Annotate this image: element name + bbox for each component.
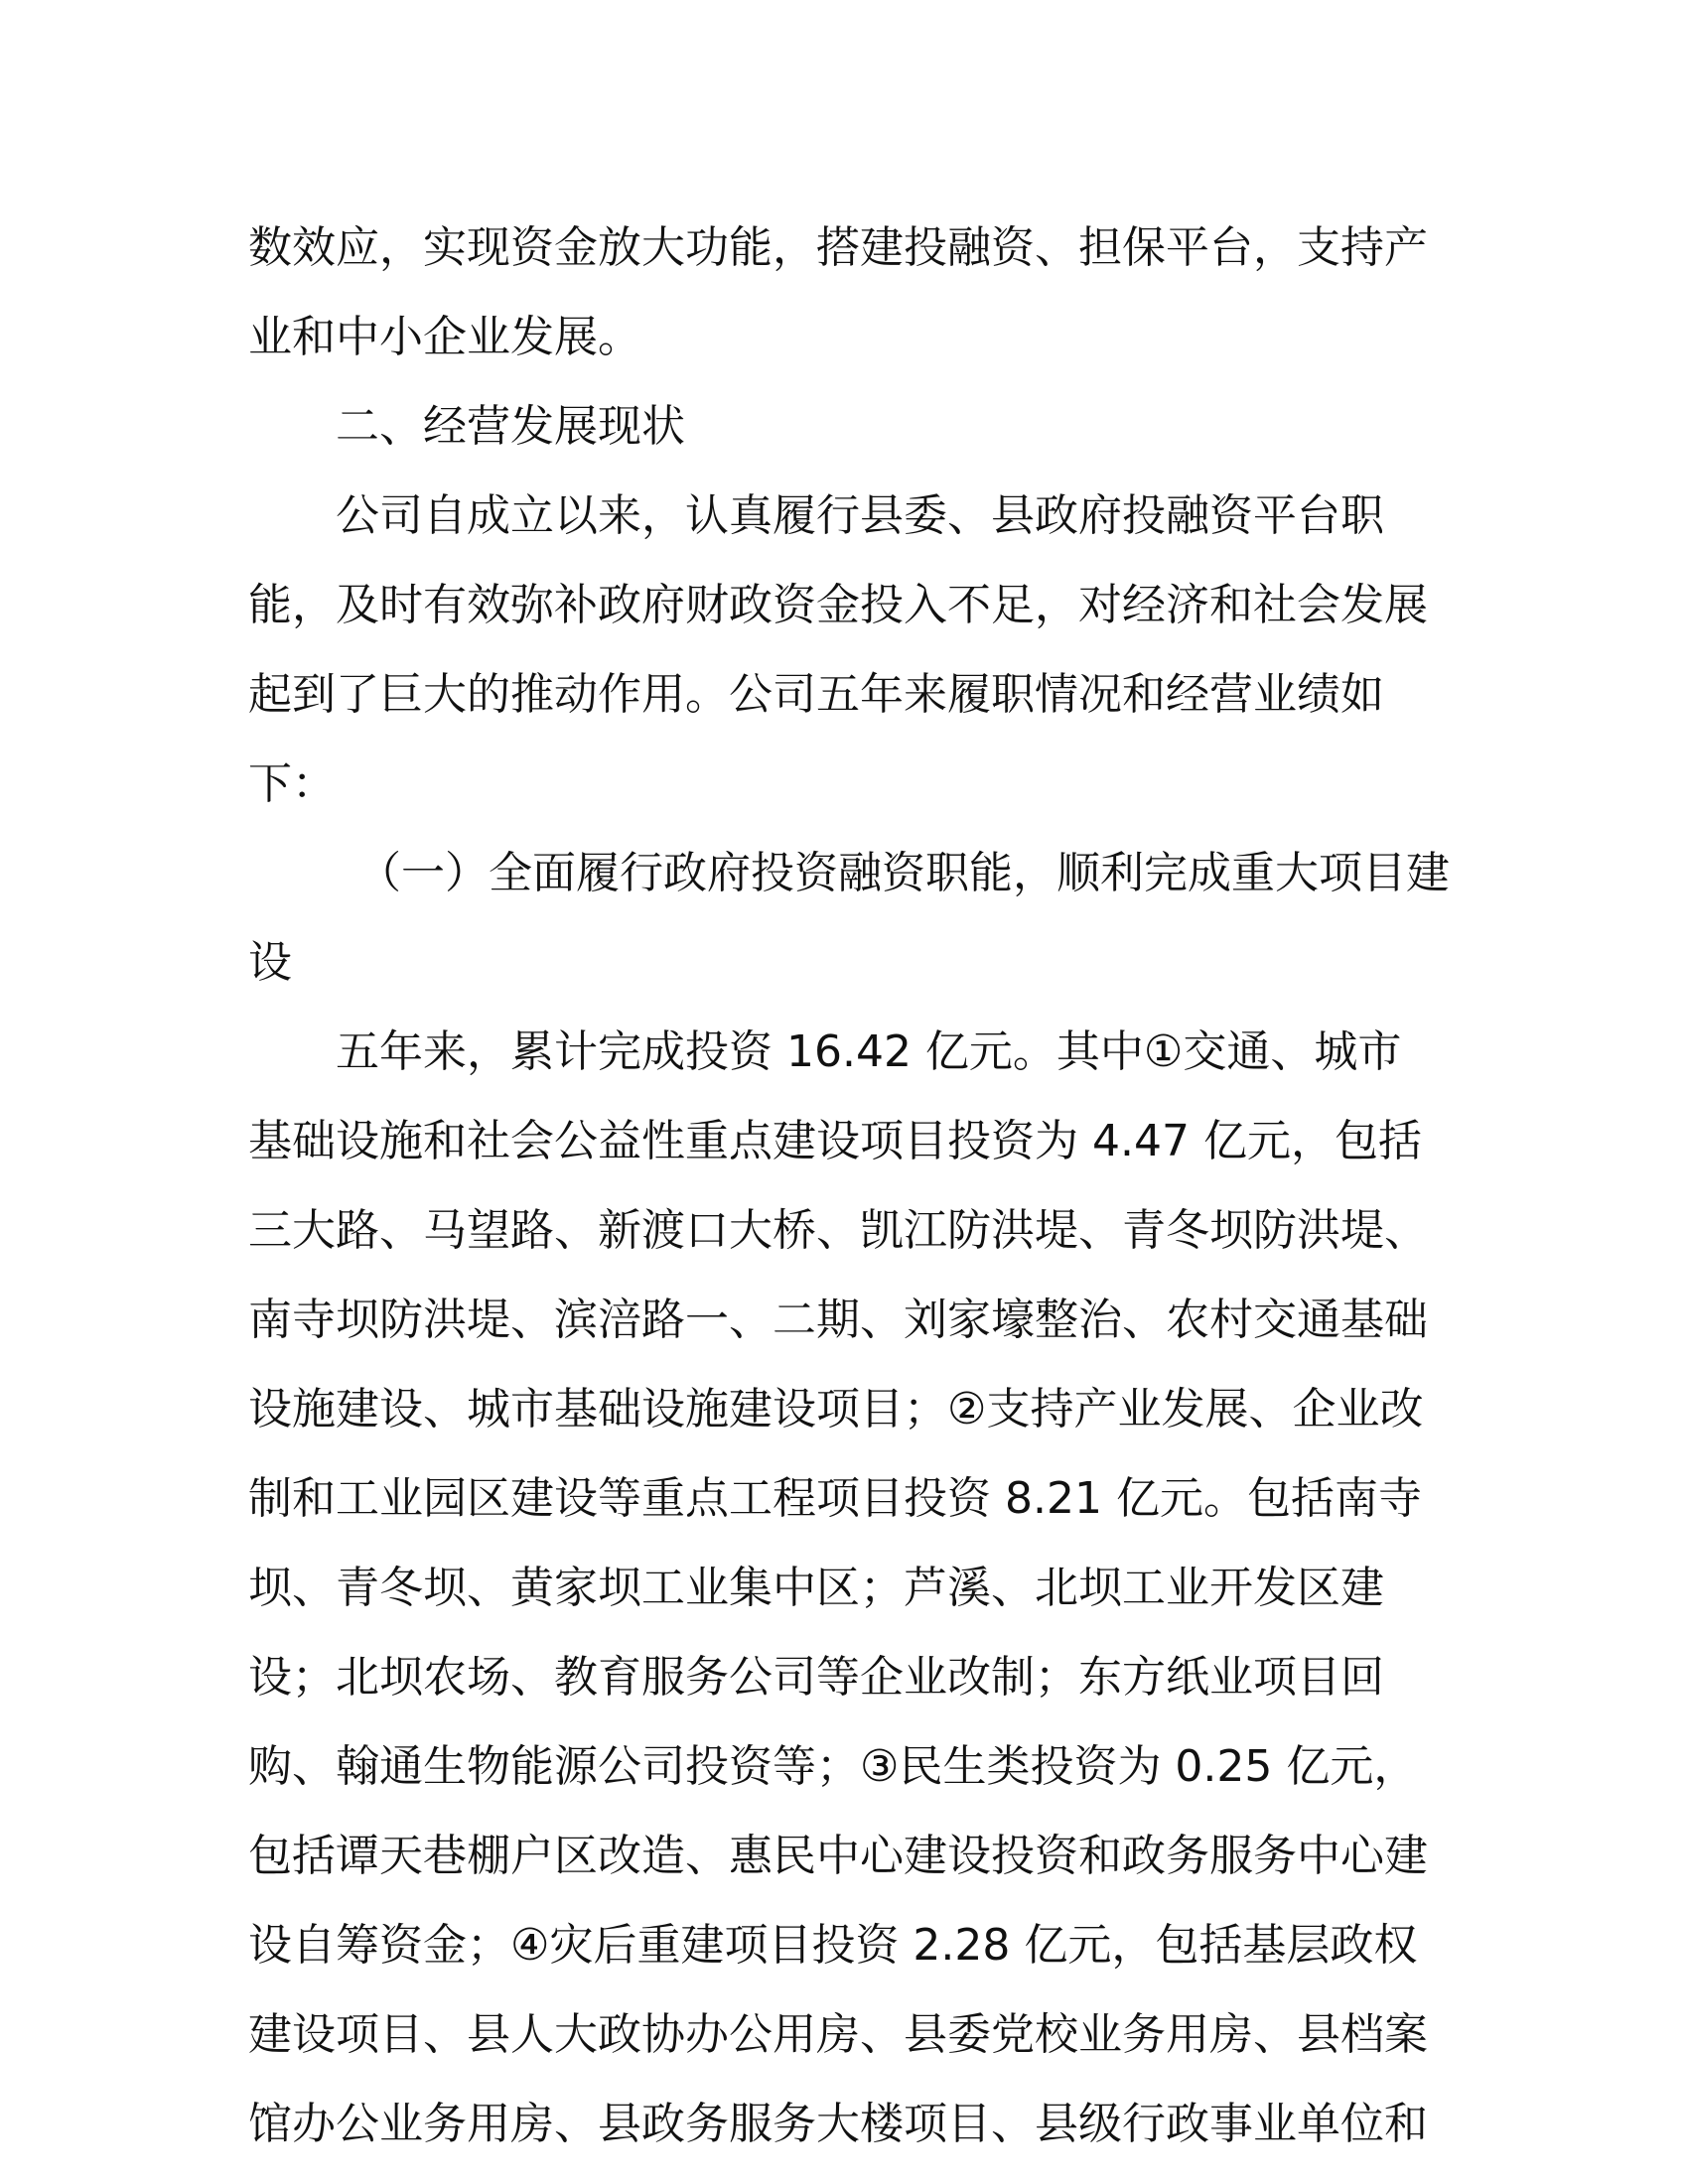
paragraph-line: 南寺坝防洪堤、滨涪路一、二期、刘家壕整治、农村交通基础 (248, 1295, 1428, 1345)
paragraph-line: 下： (248, 758, 336, 809)
paragraph-line: 公司自成立以来，认真履行县委、县政府投融资平台职 (336, 490, 1384, 541)
paragraph-line: 设施建设、城市基础设施建设项目；②支持产业发展、企业改 (248, 1384, 1424, 1434)
paragraph-line: 馆办公业务用房、县政务服务大楼项目、县级行政事业单位和 (248, 2099, 1428, 2149)
paragraph-line: 三大路、马望路、新渡口大桥、凯江防洪堤、青冬坝防洪堤、 (248, 1205, 1428, 1256)
document-body (248, 204, 1450, 2169)
paragraph-line: 数效应，实现资金放大功能，搭建投融资、担保平台，支持产 (248, 222, 1428, 273)
paragraph-line: 设；北坝农场、教育服务公司等企业改制；东方纸业项目回 (248, 1652, 1384, 1703)
paragraph-line: 五年来，累计完成投资 16.42 亿元。其中①交通、城市 (336, 1026, 1402, 1077)
paragraph-line: 基础设施和社会公益性重点建设项目投资为 4.47 亿元，包括 (248, 1116, 1422, 1166)
paragraph-line: 购、翰通生物能源公司投资等；③民生类投资为 0.25 亿元， (248, 1741, 1418, 1792)
subsection-heading: （一）全面履行政府投资融资职能，顺利完成重大项目建 (357, 848, 1450, 898)
section-heading: 二、经营发展现状 (336, 401, 685, 452)
paragraph-line: 设自筹资金；④灾后重建项目投资 2.28 亿元，包括基层政权 (248, 1920, 1418, 1971)
paragraph-line: 能，及时有效弥补政府财政资金投入不足，对经济和社会发展 (248, 580, 1428, 630)
paragraph-line: 制和工业园区建设等重点工程项目投资 8.21 亿元。包括南寺 (248, 1473, 1422, 1524)
paragraph-line: 包括谭天巷棚户区改造、惠民中心建设投资和政务服务中心建 (248, 1831, 1428, 1881)
subsection-heading: 设 (248, 937, 292, 988)
paragraph-line: 起到了巨大的推动作用。公司五年来履职情况和经营业绩如 (248, 669, 1384, 720)
paragraph-line: 业和中小企业发展。 (248, 312, 641, 362)
paragraph-line: 建设项目、县人大政协办公用房、县委党校业务用房、县档案 (248, 2009, 1428, 2060)
paragraph-line: 坝、青冬坝、黄家坝工业集中区；芦溪、北坝工业开发区建 (248, 1563, 1384, 1613)
